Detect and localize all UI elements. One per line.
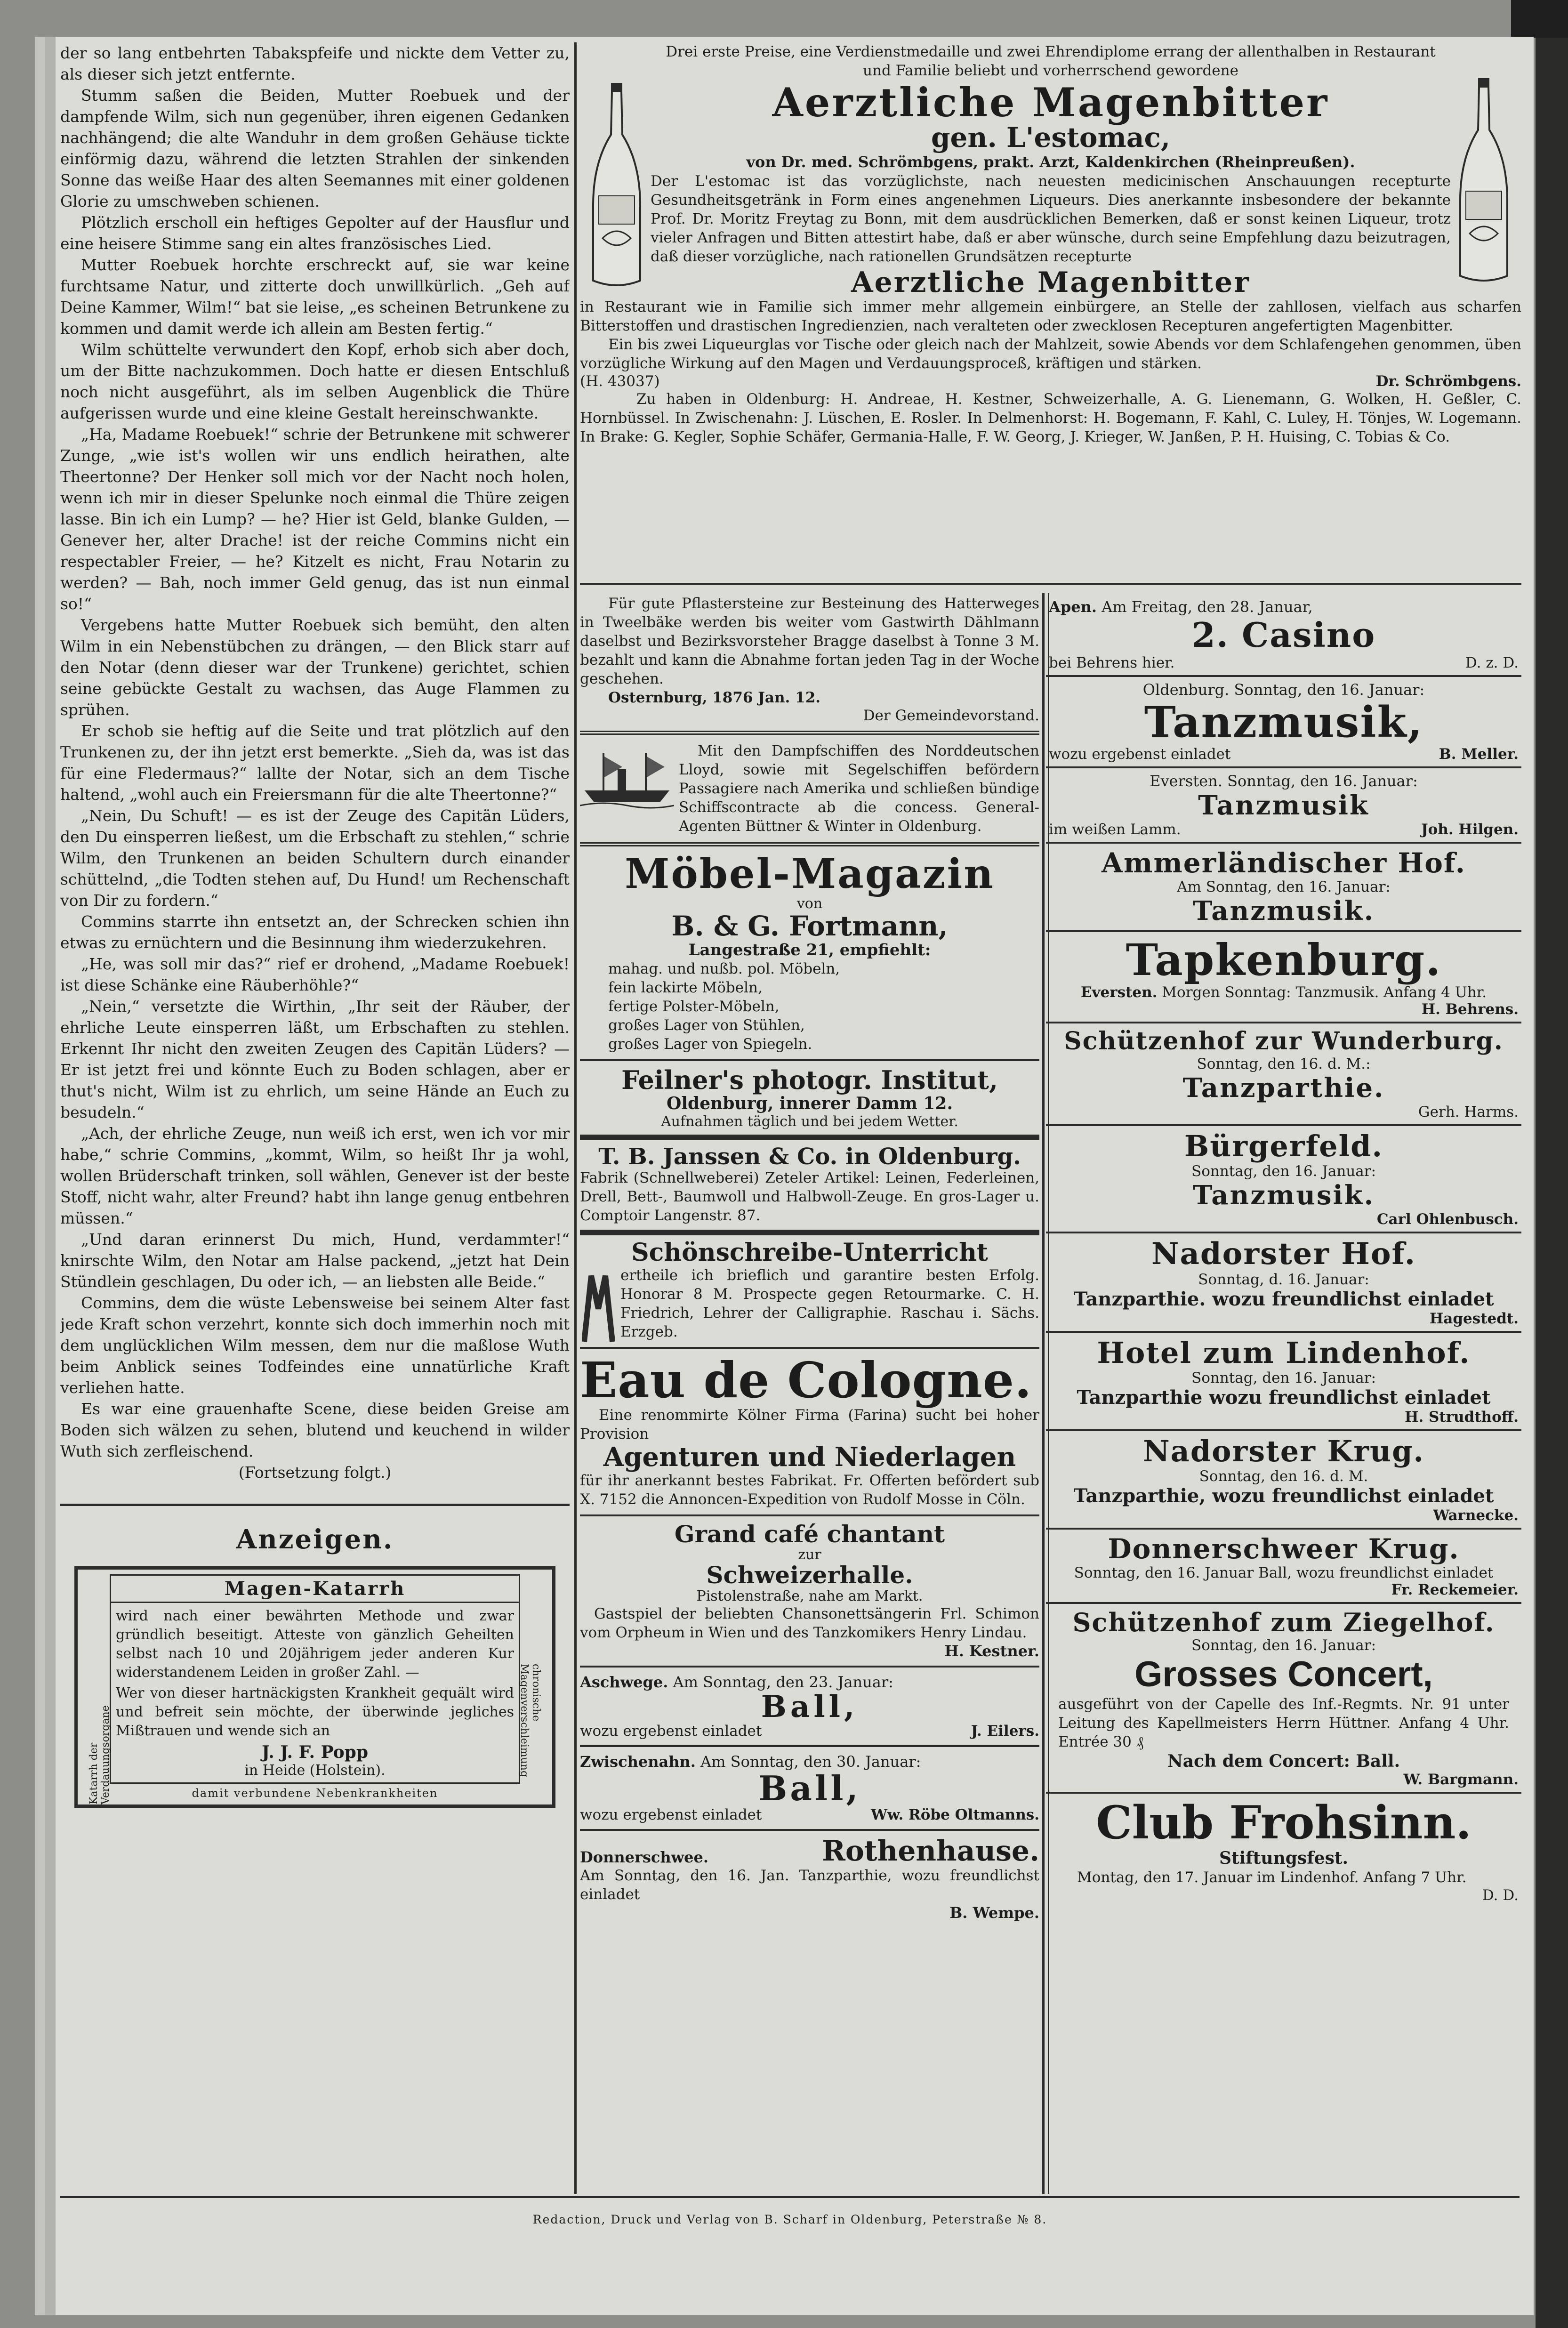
event-nadorster-hof (1046, 1233, 1521, 1333)
cafe-ad (580, 1522, 1039, 1660)
ad-name: Schweizerhalle. (706, 1561, 913, 1589)
ad-text: Ein bis zwei Liqueurglas vor Tische oder gleich nach der Mahlzeit, sowie Abends vor dem Schlafengehen genommen, üben vorzügliche Wirkung auf den Magen und Verdauungsproceß, kräftigen und stärken. (580, 336, 1521, 372)
event-invite: Tanzparthie. (1182, 1072, 1385, 1104)
event-date: Sonntag, den 16. Januar: (1227, 772, 1418, 790)
event-invite: wozu ergebenst einladet (1049, 746, 1231, 763)
magen-katarrh-ad (74, 1566, 555, 1808)
event-title: Hotel zum Lindenhof. (1097, 1336, 1471, 1370)
section-heading: Anzeigen. (236, 1524, 394, 1555)
ad-host: J. Eilers. (971, 1723, 1039, 1740)
ad-side-text: chronische Magenverschleimung (518, 1664, 542, 1778)
ad-subtitle: Agenturen und Niederlagen (603, 1442, 1016, 1473)
ad-text: wird nach einer bewährten Methode und zwar gründlich beseitigt. Atteste von gänzlich Geheilten selbst nach 10 und 20jährigem jeder anderen Kur widerstandenem Leiden in großer Zahl. — (116, 1608, 514, 1681)
ad-author: von Dr. med. Schrömbgens, prakt. Arzt, Kaldenkirchen (Rheinpreußen). (746, 153, 1355, 171)
event-place: Eversten. (1150, 772, 1222, 790)
divider (580, 1666, 1039, 1667)
story-paragraph: Stumm saßen die Beiden, Mutter Roebuek und der dampfende Wilm, sich nun gegenüber, ihren eigenen Gedanken nachhängend; die alte Wanduhr in dem großen Gehäuse tickte einförmig dazu, während die letzten Strahlen der sinkenden Sonne das weiße Haar des alten Seemannes mit einer goldenen Glorie zu umschweben schienen. (60, 86, 570, 210)
event-host: Carl Ohlenbusch. (1376, 1211, 1519, 1228)
magenbitter-ad (580, 42, 1521, 579)
moebel-ad (580, 850, 1039, 1054)
event-host: Gerh. Harms. (1418, 1104, 1519, 1120)
divider (580, 731, 1039, 735)
event-ziegelhof (1046, 1604, 1521, 1794)
ad-text: Gastspiel der beliebten Chansonettsängerin Frl. Schimon vom Orpheum in Wien und des Tanzkomikers Henry Lindau. (580, 1605, 1039, 1641)
ad-text: Mit den Dampfschiffen des Norddeutschen Lloyd, sowie mit Segelschiffen befördern Passagiere nach Amerika und schließen bündige Schiffscontracte ab die concess. General-Agenten Büttner & Winter in Oldenburg. (679, 742, 1039, 835)
ad-title: Grand café chantant (674, 1520, 945, 1548)
ad-item: fein lackirte Möbeln, (608, 979, 763, 997)
event-title: Tanzmusik, (1144, 697, 1423, 747)
event-buergerfeld (1046, 1126, 1521, 1233)
ad-host: Ww. Röbe Oltmanns. (871, 1806, 1039, 1823)
event-sub: Stiftungsfest. (1219, 1848, 1349, 1868)
ad-event: Ball, (761, 1689, 859, 1724)
event-date: Sonntag, d. 16. Januar: (1198, 1271, 1369, 1288)
event-date: Am Freitag, den 28. Januar, (1102, 598, 1313, 616)
divider (580, 1059, 1039, 1061)
schoenschreib-ad (580, 1240, 1039, 1341)
event-invite: Tanzmusik. (1192, 895, 1375, 926)
ad-text: Eine renommirte Kölner Firma (Farina) sucht bei hoher Provision (580, 1407, 1039, 1443)
event-title: Nadorster Hof. (1151, 1236, 1416, 1272)
event-date: Am Sonntag, den 16. Januar: (1177, 878, 1391, 895)
event-title: Club Frohsinn. (1096, 1796, 1472, 1849)
ad-date: Am Sonntag, den 23. Januar: (673, 1673, 893, 1691)
event-oldenburg (1046, 677, 1521, 768)
event-host: Fr. Reckemeier. (1391, 1581, 1519, 1598)
ad-text: Wer von dieser hartnäckigsten Krankheit gequält wird und befreit sein möchte, der überwinde jegliches Mißtrauen und wende sich an (116, 1685, 514, 1739)
ad-item: mahag. und nußb. pol. Möbeln, (608, 960, 840, 978)
event-invite: im weißen Lamm. (1049, 821, 1181, 838)
event-donnerschweer-krug (1046, 1530, 1521, 1604)
story-paragraph: Commins, dem die wüste Lebensweise bei seinem Alter fast jede Kraft schon verzehrt, konnte sich doch immerhin noch mit dem unglücklichen Wilm messen, dem nur die maßlose Wuth beim Anblick seines Todfeindes eine unnatürliche Kraft verliehen hatte. (60, 1294, 570, 1397)
event-host: H. Strudthoff. (1405, 1409, 1519, 1426)
story-paragraph: Mutter Roebuek horchte erschreckt auf, sie war keine furchtsame Natur, und zitterte doch unwillkürlich. „Geh auf Deine Kammer, Wilm!“ bat sie leise, „es scheinen Betrunkene zu kommen und damit werde ich allein am Besten fertig.“ (60, 256, 570, 338)
event-place: Eversten. (1080, 984, 1158, 1001)
event-text: Montag, den 17. Januar im Lindenhof. Anfang 7 Uhr. (1077, 1869, 1467, 1886)
story-paragraph: der so lang entbehrten Tabakspfeife und nickte dem Vetter zu, als dieser sich jetzt entfernte. (60, 44, 570, 83)
cologne-ad (580, 1351, 1039, 1509)
divider (580, 1347, 1039, 1349)
ad-signature: Der Gemeindevorstand. (863, 707, 1039, 724)
divider (60, 1504, 570, 1506)
ad-event: Ball, (758, 1768, 861, 1809)
event-host: B. Meller. (1439, 746, 1519, 763)
ad-signature: H. Kestner. (944, 1642, 1039, 1660)
event-host: D. z. D. (1465, 654, 1519, 671)
event-date: Sonntag, den 16. Januar: (1191, 1163, 1376, 1180)
ad-title: Eau de Cologne. (580, 1351, 1032, 1409)
ad-title: Magen-Katarrh (111, 1576, 519, 1603)
bottle-icon (1455, 78, 1512, 285)
event-date: Sonntag, den 16. Januar: (1191, 1637, 1376, 1654)
bottle-icon (588, 83, 645, 290)
event-ammerlaendischer-hof (1046, 844, 1521, 932)
ad-footer: damit verbundene Nebenkrankheiten (192, 1787, 438, 1800)
event-title: Donnerschweer Krug. (1108, 1533, 1460, 1565)
event-date: Sonntag, den 16. Januar Ball, wozu freundlichst einladet (1074, 1564, 1494, 1581)
ad-text: ertheile ich brieflich und garantire besten Erfolg. Honorar 8 M. Prospecte gegen Retourmarke. C. H. Friedrich, Lehrer der Calligraphie. Raschau i. Sächs. Erzgeb. (620, 1266, 1039, 1340)
event-tapkenburg (1046, 932, 1521, 1023)
story-paragraph: „Nein, Du Schuft! — es ist der Zeuge des Capitän Lüders, den Du einsperren ließest, um die Erbschaft zu stehlen,“ schrie Wilm, den Trunkenen an beiden Schultern durch einander schüttelnd, „die Todten stehen auf, Du Hund! um Rechenschaft von Dir zu fordern.“ (60, 806, 570, 910)
lloyd-ad (580, 741, 1039, 836)
event-date: Morgen Sonntag: Tanzmusik. Anfang 4 Uhr. (1162, 984, 1487, 1001)
event-title: Ammerländischer Hof. (1102, 847, 1466, 879)
ad-place: Zwischenahn. (580, 1753, 696, 1771)
binding-edge (1536, 0, 1568, 2328)
rothenhause-ad (580, 1834, 1039, 1922)
divider (60, 2196, 1520, 2198)
event-title: Tapkenburg. (1126, 934, 1442, 985)
event-wunderburg (1046, 1023, 1521, 1126)
story-paragraph: Er schob sie heftig auf die Seite und trat plötzlich auf den Trunkenen zu, der ihn jetzt erst bemerkte. „Sieh da, was ist das für eine Fledermaus?“ lallte der Notar, sich an dem Tische haltend, „wohl auch ein Freiersmann für die alte Theertonne?“ (60, 722, 570, 804)
ad-text: Der L'estomac ist das vorzüglichste, nach neuesten medicinischen Anschauungen recepturte Gesundheitsgetränk in Form eines angenehmen Liqueurs. Dies anerkannte insbesondere der bekannte Prof. Dr. Moritz Freytag zu Bonn, mit dem ausdrücklichen Bemerken, daß er sonst keinen Liqueur, trotz vieler Anfragen und Bitten attestirt habe, daß er aber wünsche, durch seine Empfehlung dazu beizutragen, daß dieser vorzügliche, nach rationellen Grundsätzen recepturte (651, 173, 1451, 266)
event-title: Schützenhof zum Ziegelhof. (1072, 1607, 1495, 1637)
ad-inner-frame (110, 1574, 520, 1784)
ad-code: (H. 43037) (580, 373, 660, 390)
event-host: Warnecke. (1433, 1507, 1519, 1524)
event-date: Sonntag, den 16. Januar: (1191, 1369, 1376, 1386)
ad-intro: Drei erste Preise, eine Verdienstmedaille und zwei Ehrendiplome errang der allenthalben in Restaurant und Familie beliebt und vorherrschend gewordene (666, 43, 1436, 79)
ad-address: Langestraße 21, empfiehlt: (688, 941, 931, 960)
event-date: Sonntag, den 16. Januar: (1234, 681, 1425, 699)
ad-host: B. Wempe. (949, 1903, 1039, 1922)
story-paragraph: Wilm schüttelte verwundert den Kopf, erhob sich aber doch, um der Bitte nachzukommen. Doch hatte er diesen Entschluß noch nicht ausgeführt, als im selben Augenblick die Thüre aufgerissen wurde und eine kleine Gestalt hereinschwankte. (60, 340, 570, 422)
divider (580, 1230, 1039, 1235)
event-place: Oldenburg. (1142, 681, 1230, 699)
event-after: Nach dem Concert: Ball. (1167, 1751, 1400, 1771)
event-apen (1046, 594, 1521, 677)
event-date: Sonntag, den 16. d. M.: (1197, 1055, 1371, 1072)
ad-subtitle: gen. L'estomac, (931, 121, 1171, 154)
events-column (1046, 594, 1521, 2190)
ad-item: fertige Polster-Möbeln, (608, 998, 780, 1015)
ad-signature: Dr. Schrömbgens. (1375, 373, 1521, 390)
event-host: D. D. (1482, 1887, 1519, 1904)
story-paragraph: „Und daran erinnerst Du mich, Hund, verdammter!“ knirschte Wilm, den Notar am Halse packend, „jetzt hat Dein Stündlein geschlagen, Du oder ich, — an liebsten alle Beide.“ (60, 1230, 570, 1291)
ads-column-middle (580, 594, 1039, 2190)
scan-corner (1511, 0, 1568, 38)
column-rule (574, 42, 577, 2194)
ad-place-date: Osternburg, 1876 Jan. 12. (608, 689, 821, 706)
ad-title: Feilner's photogr. Institut, (621, 1065, 998, 1096)
ad-address: Oldenburg, innerer Damm 12. (666, 1093, 953, 1113)
ad-dealers: Zu haben in Oldenburg: H. Andreae, H. Kestner, Schweizerhalle, A. G. Lienemann, G. Wolken, H. Geßler, C. Hornbüssel. In Zwischenahn: J. Lüschen, E. Rosler. In Delmenhorst: H. Bogemann, F. Kahl, C. Luley, H. Tönjes, W. Logemann. In Brake: G. Kegler, Sophie Schäfer, Germania-Halle, F. W. Georg, J. Krieger, W. Janßen, P. H. Huising, C. Tobias & Co. (580, 391, 1521, 446)
ad-title: T. B. Janssen & Co. in Oldenburg. (598, 1143, 1021, 1170)
calligraphy-letter-icon (582, 1271, 615, 1346)
ad-invite: wozu ergebenst einladet (580, 1806, 762, 1823)
event-title: Schützenhof zur Wunderburg. (1064, 1027, 1504, 1055)
continuation-note: (Fortsetzung folgt.) (238, 1463, 392, 1482)
pflastersteine-ad (580, 594, 1039, 724)
aschwege-ad (580, 1673, 1039, 1740)
ad-name: J. J. F. Popp (261, 1742, 369, 1762)
janssen-ad (580, 1145, 1039, 1225)
ad-text: in Restaurant wie in Familie sich immer mehr allgemein einbürgere, an Stelle der zahllosen, vielfach aus scharfen Bitterstoffen und drastischen Ingredienzien, nach veralteten oder zwecklosen Recepturen angefertigten Magenbitter. (580, 298, 1521, 335)
event-text: ausgeführt von der Capelle des Inf.-Regmts. Nr. 91 unter Leitung des Kapellmeisters Herrn Hüttner. Anfang 4 Uhr. Entrée 30 ₰ (1058, 1696, 1509, 1750)
ad-text: für ihr anerkannt bestes Fabrikat. Fr. Offerten befördert sub X. 7152 die Annoncen-Expedition von Rudolf Mosse in Cöln. (580, 1472, 1039, 1508)
event-invite: bei Behrens hier. (1049, 654, 1175, 671)
ad-title-repeat: Aerztliche Magenbitter (851, 266, 1250, 299)
ad-note: Aufnahmen täglich und bei jedem Wetter. (661, 1113, 958, 1130)
ad-zur: zur (798, 1547, 821, 1563)
event-invite: Tanzparthie, wozu freundlichst einladet (1073, 1485, 1494, 1507)
story-paragraph: Vergebens hatte Mutter Roebuek sich bemüht, den alten Wilm in ein Nebenstübchen zu drängen, — den Blick starr auf den Notar (denn dieser war der Trunkene) gerichtet, schien seine gebückte Gestalt zu wachsen, das Auge Flammen zu sprühen. (60, 616, 570, 719)
divider (580, 583, 1521, 585)
event-nadorster-krug (1046, 1431, 1521, 1530)
event-concert: Grosses Concert, (1134, 1654, 1433, 1694)
event-date: Sonntag, den 16. d. M. (1199, 1468, 1368, 1485)
ad-invite: wozu ergebenst einladet (580, 1723, 762, 1740)
event-lindenhof (1046, 1333, 1521, 1431)
ad-item: großes Lager von Spiegeln. (608, 1036, 812, 1053)
steamship-icon (580, 748, 674, 809)
story-paragraph: Commins starrte ihn entsetzt an, der Schrecken schien ihn etwas zu ernüchtern und die Besinnung ihm wiederzukehren. (60, 912, 570, 952)
divider (580, 1514, 1039, 1516)
event-title: Nadorster Krug. (1142, 1434, 1425, 1468)
divider (580, 1829, 1039, 1831)
event-invite: Tanzparthie wozu freundlichst einladet (1077, 1386, 1491, 1409)
ad-von: von (796, 895, 823, 912)
ad-place: Aschwege. (580, 1673, 668, 1691)
ad-text: Am Sonntag, den 16. Jan. Tanzparthie, wozu freundlichst einladet (580, 1867, 1039, 1903)
divider (580, 1745, 1039, 1747)
ad-title: Aerztliche Magenbitter (772, 79, 1329, 126)
event-title: Tanzmusik (1198, 790, 1369, 821)
ad-side-text: Katarrh der Verdauungsorgane (88, 1705, 112, 1804)
ad-place: Donnerschwee. (580, 1848, 709, 1866)
ad-title: Rothenhause. (822, 1834, 1039, 1868)
story-column (60, 42, 570, 2208)
divider (580, 842, 1039, 846)
story-paragraph: „Nein,“ versetzte die Wirthin, „Ihr seit der Räuber, der ehrliche Leute einsperren läßt, um Erbschaften zu stehlen. Erkennt Ihr nicht den zweiten Zeugen des Capitän Lüders? — Er ist jetzt frei und könnte Euch zu Boden schlagen, aber er thut's nicht, Wilm ist zu ehrlich, um seine Hände an Euch zu besudeln.“ (60, 997, 570, 1121)
event-title: Bürgerfeld. (1184, 1129, 1383, 1163)
story-paragraph: „Ach, der ehrliche Zeuge, nun weiß ich erst, wen ich vor mir habe,“ schrie Commins, „kommt, Wilm, so heißt Ihr ja wohl, wollen Brüderschaft trinken, soll wählen, Genever ist der beste Stoff, nicht wahr, alter Freund? habt ihn lange genug entbehren müssen.“ (60, 1124, 570, 1227)
imprint-footer: Redaction, Druck und Verlag von B. Scharf in Oldenburg, Peterstraße № 8. (532, 2213, 1047, 2226)
ad-text: Fabrik (Schnellweberei) Zeteler Artikel: Leinen, Federleinen, Drell, Bett-, Baumwoll und Halbwoll-Zeuge. En gros-Lager u. Comptoir Langenstr. 87. (580, 1169, 1039, 1224)
event-club-frohsinn (1046, 1794, 1521, 1908)
ad-firm: B. & G. Fortmann, (671, 910, 948, 942)
ad-title: Möbel-Magazin (625, 850, 995, 898)
story-paragraph: Es war eine grauenhafte Scene, diese beiden Greise am Boden sich wälzen zu sehen, blutend und keuchend in wilder Wuth sich zerfleischend. (60, 1400, 570, 1460)
story-paragraph: Plötzlich erscholl ein heftiges Gepolter auf der Hausflur und eine heisere Stimme sang ein altes französisches Lied. (60, 213, 570, 253)
event-invite: Tanzmusik. (1192, 1180, 1375, 1211)
ad-item: großes Lager von Stühlen, (608, 1017, 805, 1034)
event-host: W. Bargmann. (1403, 1771, 1519, 1788)
event-invite: Tanzparthie. wozu freundlichst einladet (1073, 1288, 1494, 1310)
ad-address: Pistolenstraße, nahe am Markt. (696, 1587, 923, 1604)
event-host: Joh. Hilgen. (1421, 821, 1519, 838)
zwischenahn-ad (580, 1753, 1039, 1823)
feilner-ad (580, 1067, 1039, 1130)
event-eversten (1046, 768, 1521, 844)
event-host: Hagestedt. (1429, 1310, 1519, 1327)
divider (580, 1135, 1039, 1140)
story-paragraph: „He, was soll mir das?“ rief er drohend, „Madame Roebuek! ist diese Schänke eine Räuberhöhle?“ (60, 955, 570, 994)
story-paragraph: „Ha, Madame Roebuek!“ schrie der Betrunkene mit schwerer Zunge, „wie ist's wollen wir uns endlich heirathen, alte Theertonne? Der Henker soll mich vor der Nacht noch holen, wenn ich mir in dieser Spelunke noch einmal die Thüre zeigen lasse. Bin ich ein Lump? — he? Hier ist Geld, blanke Gulden, — Genever her, alter Drache! ist der reiche Commins nicht ein respectabler Freier, — he? Kitzelt es nicht, Frau Notarin zu werden? — Bah, noch immer Geld genug, das ist nun einmal so!“ (60, 425, 570, 613)
column-rule (1042, 593, 1045, 2194)
ad-title: Schönschreibe-Unterricht (631, 1238, 988, 1267)
event-host: H. Behrens. (1421, 1001, 1519, 1018)
event-place: Apen. (1049, 598, 1097, 616)
ad-date: Am Sonntag, den 30. Januar: (700, 1753, 921, 1771)
ad-text: Für gute Pflastersteine zur Besteinung des Hatterweges in Tweelbäke werden bis weiter vom Gastwirth Dählmann daselbst und Bezirksvorsteher Bragge daselbst à Tonne 3 M. bezahlt und kann die Abnahme fortan jeden Tag in der Woche geschehen. (580, 595, 1039, 687)
event-title: 2. Casino (1191, 615, 1376, 655)
ad-place: in Heide (Holstein). (244, 1762, 386, 1779)
